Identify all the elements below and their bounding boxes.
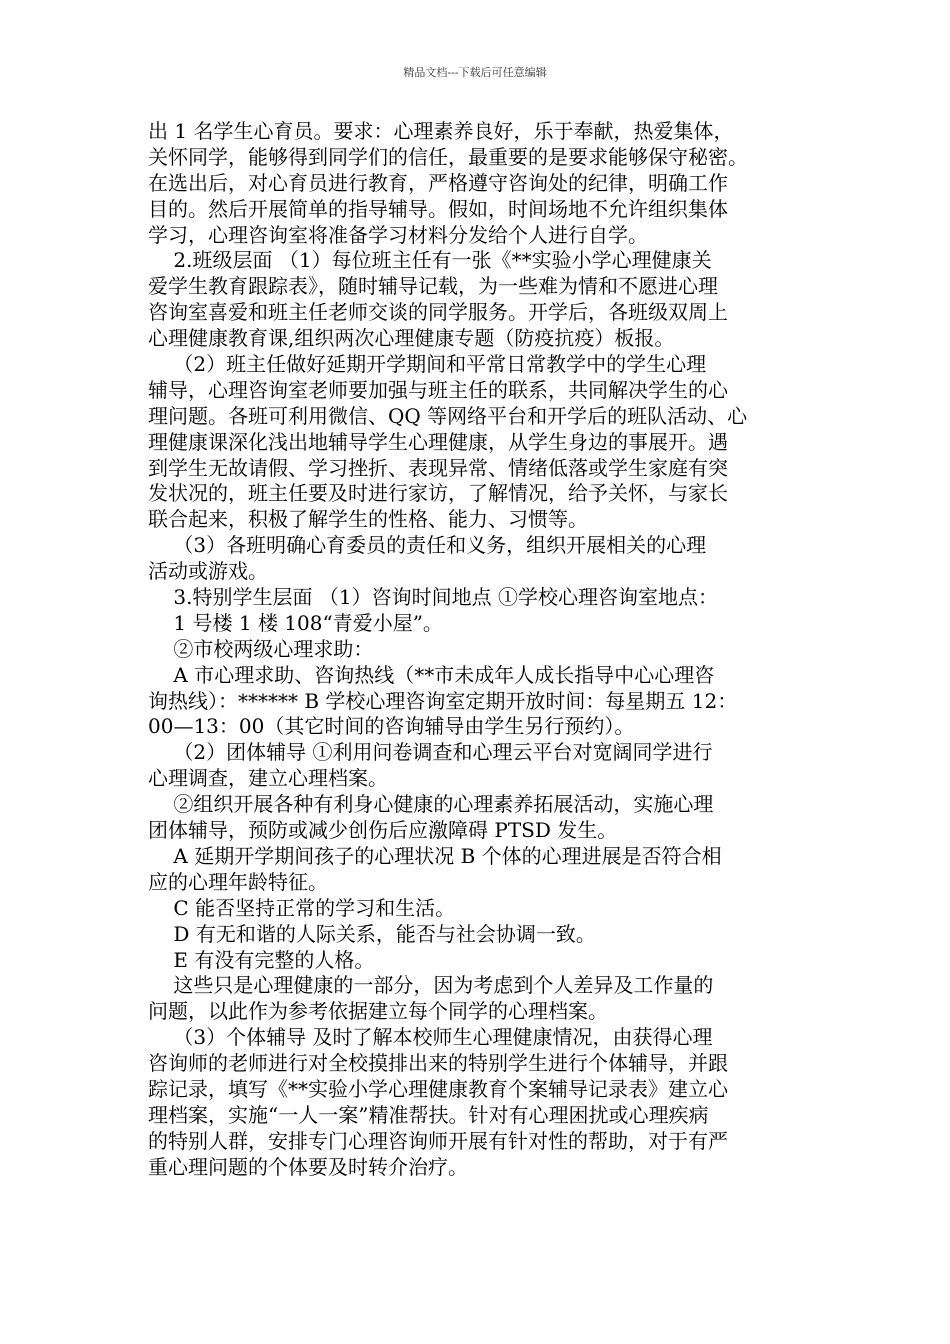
text-line: 理档案，实施“一人一案”精准帮扶。针对有心理困扰或心理疾病 [148, 1102, 709, 1127]
text-line: 理健康课深化浅出地辅导学生心理健康，从学生身边的事展开。遇 [148, 429, 728, 454]
text-line: 的特别人群，安排专门心理咨询师开展有针对性的帮助，对于有严 [148, 1128, 728, 1153]
text-line: 应的心理年龄特征。 [148, 869, 328, 894]
text-line: 咨询室喜爱和班主任老师交谈的同学服务。开学后，各班级双周上 [148, 300, 728, 325]
text-line: 出 1 名学生心育员。要求：心理素养良好，乐于奉献，热爱集体， [148, 119, 734, 143]
text-line: 学习，心理咨询室将准备学习材料分发给个人进行自学。 [148, 222, 648, 247]
text-line: 3.特别学生层面 （1）咨询时间地点 ①学校心理咨询室地点： [148, 585, 718, 610]
text-line: 00—13：00（其它时间的咨询辅导由学生另行预约）。 [148, 714, 635, 739]
text-line: （2）团体辅导 ①利用问卷调查和心理云平台对宽阔同学进行 [148, 740, 713, 765]
text-line: 2.班级层面 （1）每位班主任有一张《**实验小学心理健康关 [148, 248, 712, 273]
text-line: 到学生无故请假、学习挫折、表现异常、情绪低落或学生家庭有突 [148, 455, 728, 480]
text-line: 理问题。各班可利用微信、QQ 等网络平台和开学后的班队活动、心 [148, 403, 748, 428]
page-header: 精品文档---下载后可任意编辑 [403, 66, 547, 79]
text-line: 发状况的，班主任要及时进行家访，了解情况，给予关怀，与家长 [148, 481, 728, 506]
text-line: 在选出后，对心育员进行教育，严格遵守咨询处的纪律，明确工作 [148, 170, 728, 195]
text-line: 团体辅导，预防或减少创伤后应激障碍 PTSD 发生。 [148, 818, 618, 843]
text-line: 心理健康教育课,组织两次心理健康专题（防疫抗疫）板报。 [148, 326, 675, 351]
text-line: 辅导，心理咨询室老师要加强与班主任的联系，共同解决学生的心 [148, 377, 728, 402]
text-line: （3）个体辅导 及时了解本校师生心理健康情况，由获得心理 [148, 1025, 713, 1050]
text-line: 这些只是心理健康的一部分，因为考虑到个人差异及工作量的 [148, 973, 714, 998]
text-line: 联合起来，积极了解学生的性格、能力、习惯等。 [148, 507, 588, 532]
text-line: 踪记录，填写《**实验小学心理健康教育个案辅导记录表》建立心 [148, 1076, 728, 1101]
document-body [148, 119, 814, 1181]
text-line: ②市校两级心理求助： [148, 636, 374, 661]
text-line: C 能否坚持正常的学习和生活。 [148, 895, 456, 920]
text-line: （2）班主任做好延期开学期间和平常日常教学中的学生心理 [148, 352, 707, 377]
text-line: 关怀同学，能够得到同学们的信任，最重要的是要求能够保守秘密。 [148, 144, 748, 169]
text-line: 问题，以此作为参考依据建立每个同学的心理档案。 [148, 999, 608, 1024]
text-line: 心理调查，建立心理档案。 [148, 766, 388, 791]
text-line: 目的。然后开展简单的指导辅导。假如，时间场地不允许组织集体 [148, 196, 728, 221]
text-line: 爱学生教育跟踪表》，随时辅导记载，为一些难为情和不愿进心理 [148, 274, 718, 299]
text-line: 重心理问题的个体要及时转介治疗。 [148, 1154, 468, 1179]
text-line: A 延期开学期间孩子的心理状况 B 个体的心理进展是否符合相 [148, 843, 722, 868]
text-line: E 有没有完整的人格。 [148, 947, 375, 972]
text-line: 活动或游戏。 [148, 559, 268, 584]
text-line: （3）各班明确心育委员的责任和义务，组织开展相关的心理 [148, 533, 707, 558]
text-line: 询热线）：****** B 学校心理咨询室定期开放时间：每星期五 12： [148, 688, 738, 713]
text-line: 1 号楼 1 楼 108“青爱小屋”。 [148, 610, 443, 635]
text-line: 咨询师的老师进行对全校摸排出来的特别学生进行个体辅导，并跟 [148, 1051, 728, 1076]
text-line: ②组织开展各种有利身心健康的心理素养拓展活动，实施心理 [148, 792, 714, 817]
text-line: D 有无和谐的人际关系，能否与社会协调一致。 [148, 921, 596, 946]
text-line: A 市心理求助、咨询热线（**市未成年人成长指导中心心理咨 [148, 662, 715, 687]
